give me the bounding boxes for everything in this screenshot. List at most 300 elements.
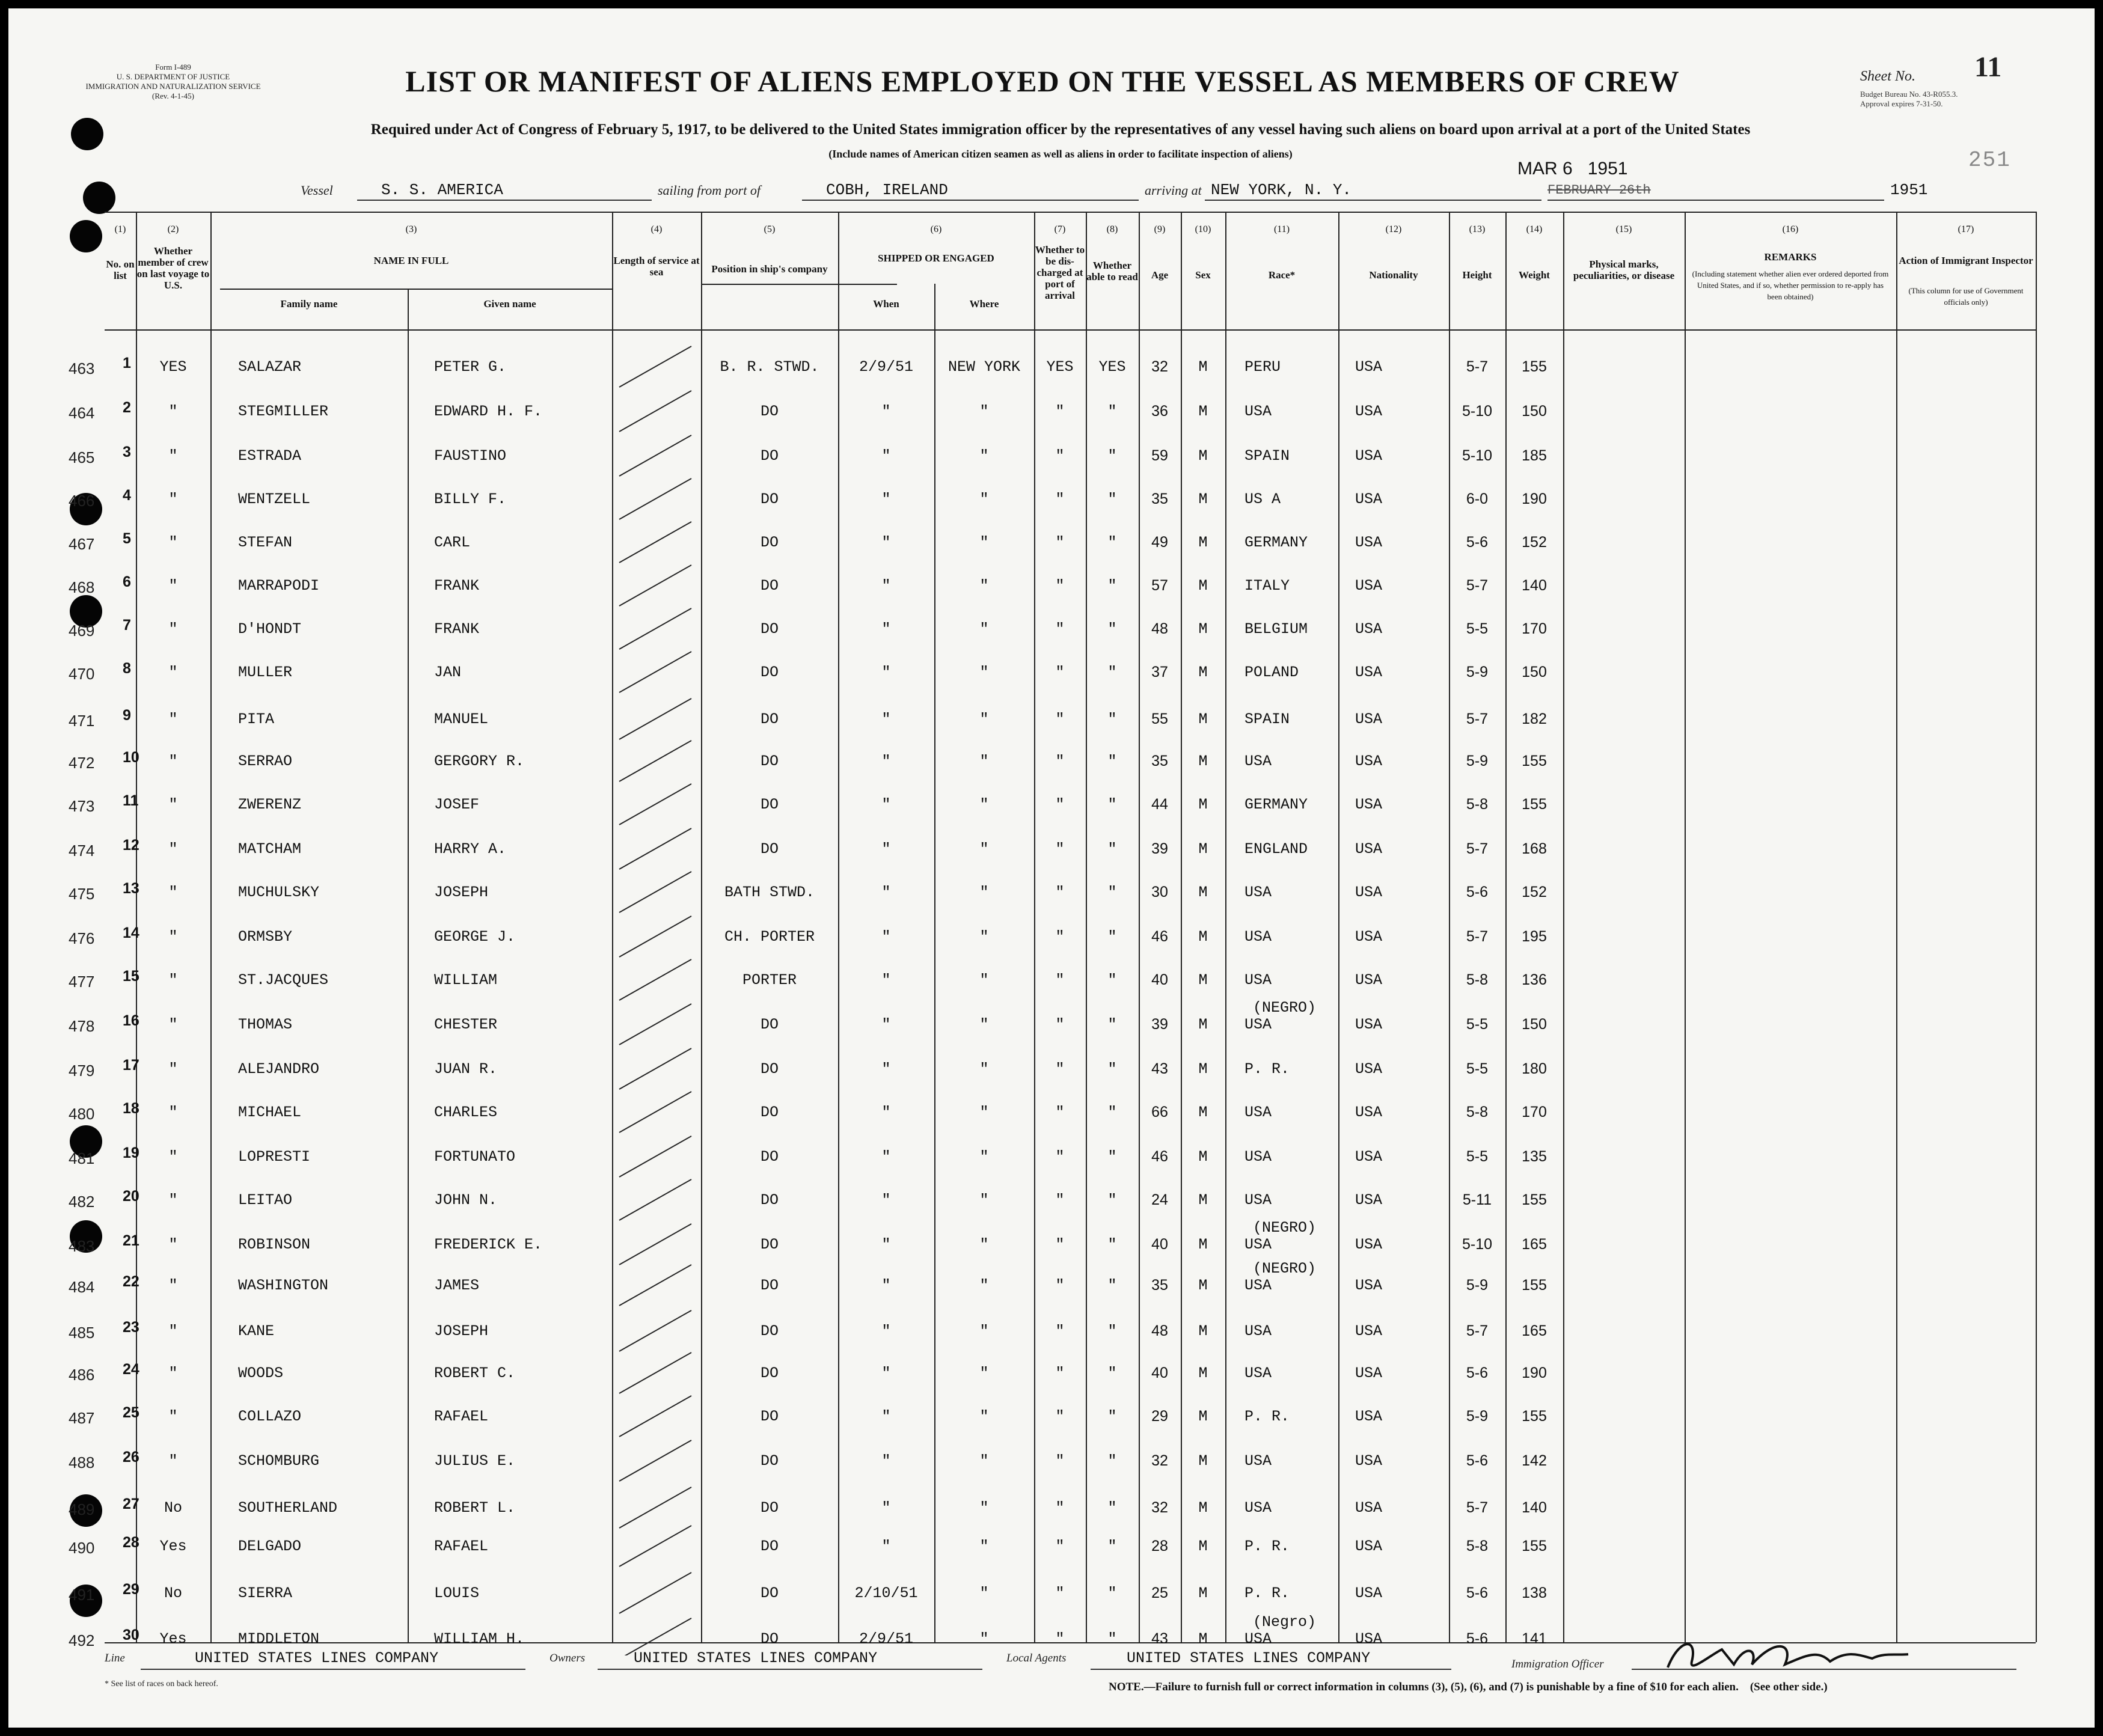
cell-discharged: " (1055, 1277, 1065, 1294)
cell-sex: M (1198, 491, 1208, 508)
service-stroke (619, 916, 691, 957)
cell-family: MICHAEL (238, 1104, 302, 1121)
col-number-13: (13) (1469, 224, 1486, 234)
cell-family: D'HONDT (238, 620, 302, 638)
cell-read: " (1107, 1277, 1117, 1294)
cell-family: ROBINSON (238, 1236, 311, 1253)
manifest-line-number: 483 (69, 1237, 95, 1255)
cell-race: PERU (1244, 358, 1281, 376)
cell-age: 35 (1151, 491, 1168, 507)
cell-race: ITALY (1244, 577, 1290, 594)
cell-given: JOSEPH (434, 884, 489, 901)
manifest-line-number: 482 (69, 1193, 95, 1211)
cell-sex: M (1198, 534, 1208, 551)
col-header-race: Race* (1268, 269, 1296, 281)
cell-where: " (979, 447, 989, 465)
agents-label: Local Agents (1006, 1652, 1067, 1664)
cell-nationality: USA (1355, 1148, 1383, 1166)
service-stroke (619, 1352, 691, 1393)
service-stroke (619, 698, 691, 739)
arriving-label: arriving at (1145, 183, 1202, 198)
cell-no: 23 (123, 1319, 139, 1336)
cell-when: " (881, 577, 891, 594)
cell-given: GERGORY R. (434, 753, 525, 770)
cell-read: " (1107, 1016, 1117, 1033)
cell-when: " (881, 403, 891, 420)
punch-hole (71, 118, 103, 150)
vessel-label: Vessel (301, 183, 333, 198)
cell-no: 24 (123, 1361, 139, 1378)
cell-discharged: " (1055, 664, 1065, 681)
cell-crew: " (168, 1408, 178, 1425)
service-stroke (619, 478, 691, 519)
cell-height: 5-6 (1466, 1630, 1489, 1647)
cell-no: 28 (123, 1534, 139, 1551)
cell-sex: M (1198, 711, 1208, 728)
col-header-remarks: REMARKS (1764, 251, 1817, 263)
cell-position: DO (760, 620, 779, 638)
cell-where: " (979, 1322, 989, 1340)
cell-race: POLAND (1244, 664, 1299, 681)
cell-read: " (1107, 403, 1117, 420)
cell-nationality: USA (1355, 840, 1383, 858)
cell-crew: YES (159, 358, 187, 376)
cell-nationality: USA (1355, 1499, 1383, 1517)
cell-age: 39 (1151, 840, 1168, 857)
cell-height: 5-9 (1466, 664, 1489, 680)
cell-given: FRANK (434, 577, 480, 594)
cell-crew: " (168, 928, 178, 946)
service-stroke (619, 1048, 691, 1089)
cell-no: 17 (123, 1057, 139, 1074)
cell-discharged: " (1055, 1148, 1065, 1166)
cell-discharged: " (1055, 491, 1065, 508)
cell-height: 5-7 (1466, 1499, 1489, 1516)
cell-when: 2/10/51 (854, 1585, 918, 1602)
service-stroke (619, 1179, 691, 1220)
col-header-weight: Weight (1519, 269, 1550, 281)
col-header-service: Length of service at sea (613, 255, 700, 278)
cell-height: 5-11 (1462, 1191, 1492, 1208)
cell-read: " (1107, 577, 1117, 594)
cell-discharged: " (1055, 1322, 1065, 1340)
cell-weight: 155 (1522, 1191, 1547, 1208)
cell-age: 43 (1151, 1630, 1168, 1647)
cell-weight: 155 (1522, 1408, 1547, 1425)
cell-height: 5-7 (1466, 928, 1489, 945)
cell-position: DO (760, 1538, 779, 1555)
cell-nationality: USA (1355, 796, 1383, 813)
cell-discharged: " (1055, 1538, 1065, 1555)
cell-where: " (979, 1148, 989, 1166)
cell-family: SCHOMBURG (238, 1452, 320, 1470)
cell-where: " (979, 1277, 989, 1294)
cell-family: ESTRADA (238, 447, 302, 465)
col-number-5: (5) (764, 224, 776, 234)
cell-position: DO (760, 1322, 779, 1340)
cell-position: DO (760, 491, 779, 508)
cell-sex: M (1198, 1630, 1208, 1648)
cell-height: 5-5 (1466, 620, 1489, 637)
form-number: Form I-489 (155, 63, 191, 72)
cell-discharged: " (1055, 1585, 1065, 1602)
cell-sex: M (1198, 1365, 1208, 1382)
cell-weight: 165 (1522, 1236, 1547, 1253)
cell-where: " (979, 1452, 989, 1470)
cell-nationality: USA (1355, 447, 1383, 465)
cell-height: 5-7 (1466, 1322, 1489, 1339)
cell-sex: M (1198, 1016, 1208, 1033)
cell-position: DO (760, 1585, 779, 1602)
cell-family: SOUTHERLAND (238, 1499, 338, 1517)
cell-age: 55 (1151, 711, 1168, 727)
cell-family: LOPRESTI (238, 1148, 311, 1166)
owners-value: UNITED STATES LINES COMPANY (634, 1649, 878, 1667)
col-header-height: Height (1462, 269, 1492, 281)
cell-crew: " (168, 1148, 178, 1166)
cell-weight: 136 (1522, 971, 1547, 988)
col-header-discharged: Whether to be dis-charged at port of arrival (1035, 244, 1085, 301)
manifest-line-number: 470 (69, 665, 95, 683)
col-number-9: (9) (1154, 224, 1166, 234)
manifest-line-number: 473 (69, 797, 95, 815)
manifest-line-number: 491 (69, 1586, 95, 1604)
cell-given: FAUSTINO (434, 447, 507, 465)
cell-height: 5-8 (1466, 1538, 1489, 1554)
cell-given: JOSEF (434, 796, 480, 813)
service-stroke (619, 1440, 691, 1481)
cell-weight: 180 (1522, 1060, 1547, 1077)
cell-age: 24 (1151, 1191, 1168, 1208)
cell-crew: " (168, 753, 178, 770)
cell-family: WOODS (238, 1365, 284, 1382)
cell-discharged: " (1055, 711, 1065, 728)
cell-crew: " (168, 1191, 178, 1209)
service-stroke (619, 1136, 691, 1177)
col-number-4: (4) (650, 224, 663, 234)
cell-when: " (881, 1499, 891, 1517)
cell-read: " (1107, 1499, 1117, 1517)
cell-family: COLLAZO (238, 1408, 302, 1425)
cell-age: 59 (1151, 447, 1168, 464)
cell-age: 35 (1151, 753, 1168, 769)
service-stroke (619, 741, 691, 781)
cell-when: " (881, 1104, 891, 1121)
cell-nationality: USA (1355, 1277, 1383, 1294)
cell-crew: No (164, 1499, 182, 1517)
cell-read: " (1107, 796, 1117, 813)
cell-weight: 152 (1522, 884, 1547, 900)
cell-given: ROBERT C. (434, 1365, 516, 1382)
cell-given: JAMES (434, 1277, 480, 1294)
sailing-port: COBH, IRELAND (826, 181, 948, 199)
cell-discharged: " (1055, 403, 1065, 420)
cell-age: 32 (1151, 1499, 1168, 1516)
cell-age: 32 (1151, 1452, 1168, 1469)
cell-height: 5-5 (1466, 1016, 1489, 1033)
cell-position: DO (760, 1016, 779, 1033)
cell-age: 49 (1151, 534, 1168, 551)
cell-where: " (979, 1585, 989, 1602)
cell-where: " (979, 753, 989, 770)
cell-crew: " (168, 796, 178, 813)
manifest-line-number: 476 (69, 929, 95, 947)
cell-read: " (1107, 447, 1117, 465)
cell-family: MIDDLETON (238, 1630, 320, 1648)
manifest-page (8, 8, 2095, 1728)
cell-height: 5-10 (1462, 1236, 1493, 1253)
cell-given: EDWARD H. F. (434, 403, 543, 420)
manifest-line-number: 472 (69, 754, 95, 772)
col-header-sex: Sex (1195, 269, 1211, 281)
service-length-strokes (612, 333, 701, 1655)
cell-nationality: USA (1355, 1538, 1383, 1555)
cell-given: JOHN N. (434, 1191, 498, 1209)
cell-position: BATH STWD. (724, 884, 815, 901)
cell-no: 30 (123, 1627, 139, 1643)
cell-given: LOUIS (434, 1585, 480, 1602)
cell-sex: M (1198, 664, 1208, 681)
manifest-line-number: 492 (69, 1631, 95, 1649)
col-header-age: Age (1151, 269, 1169, 281)
cell-where: " (979, 1060, 989, 1078)
cell-weight: 155 (1522, 358, 1547, 375)
cell-given: FORTUNATO (434, 1148, 516, 1166)
cell-family: WASHINGTON (238, 1277, 329, 1294)
cell-crew: " (168, 971, 178, 989)
cell-where: " (979, 711, 989, 728)
service-stroke (619, 1265, 691, 1306)
cell-family: MARRAPODI (238, 577, 320, 594)
cell-weight: 155 (1522, 796, 1547, 813)
col-number-12: (12) (1385, 224, 1402, 234)
cell-nationality: USA (1355, 1322, 1383, 1340)
cell-when: " (881, 971, 891, 989)
cell-position: DO (760, 447, 779, 465)
cell-where: " (979, 577, 989, 594)
cell-where: " (979, 403, 989, 420)
cell-no: 10 (123, 749, 139, 766)
cell-race: USA (1244, 403, 1272, 420)
cell-discharged: " (1055, 1236, 1065, 1253)
budget-approval (1860, 90, 2077, 109)
page-subtitle: Required under Act of Congress of February 5, 1917, to be delivered to the United States immigration officer by the representatives of any vessel having such aliens on board upon arrival at a port of the United States (370, 121, 1751, 138)
cell-race: USA (1244, 928, 1272, 946)
cell-height: 5-6 (1466, 1365, 1489, 1381)
cell-family: ZWERENZ (238, 796, 302, 813)
service-stroke (619, 1310, 691, 1351)
sheet-number-block (1860, 51, 2077, 85)
cell-no: 4 (123, 487, 131, 504)
col-header-where: Where (969, 298, 999, 310)
cell-read: " (1107, 1236, 1117, 1253)
cell-sex: M (1198, 1060, 1208, 1078)
cell-weight: 155 (1522, 753, 1547, 769)
cell-nationality: USA (1355, 403, 1383, 420)
cell-discharged: " (1055, 1365, 1065, 1382)
cell-age: 40 (1151, 1236, 1168, 1253)
cell-crew: " (168, 1452, 178, 1470)
cell-race: USA (1244, 1365, 1272, 1382)
cell-family: SALAZAR (238, 358, 302, 376)
cell-crew: " (168, 577, 178, 594)
cell-read: " (1107, 1104, 1117, 1121)
officer-label: Immigration Officer (1511, 1658, 1604, 1670)
cell-no: 20 (123, 1188, 139, 1205)
manifest-line-number: 478 (69, 1017, 95, 1035)
cell-family: MUCHULSKY (238, 884, 320, 901)
cell-position: DO (760, 664, 779, 681)
cell-crew: Yes (159, 1630, 187, 1648)
cell-sex: M (1198, 796, 1208, 813)
cell-discharged: " (1055, 620, 1065, 638)
cell-where: " (979, 1408, 989, 1425)
cell-sex: M (1198, 1104, 1208, 1121)
manifest-line-number: 487 (69, 1409, 95, 1427)
cell-read: " (1107, 1452, 1117, 1470)
cell-read: " (1107, 491, 1117, 508)
cell-race: SPAIN (1244, 447, 1290, 465)
service-stroke (619, 1487, 691, 1528)
cell-race: USA (1244, 971, 1272, 989)
cell-where: " (979, 796, 989, 813)
cell-nationality: USA (1355, 1104, 1383, 1121)
service-stroke (619, 1004, 691, 1045)
cell-no: 26 (123, 1449, 139, 1466)
cell-age: 44 (1151, 796, 1168, 813)
cell-no: 2 (123, 399, 131, 416)
manifest-line-number: 477 (69, 973, 95, 991)
cell-age: 28 (1151, 1538, 1168, 1554)
cell-race-note: (NEGRO) (1253, 1219, 1317, 1236)
cell-no: 1 (123, 355, 131, 371)
cell-nationality: USA (1355, 1585, 1383, 1602)
cell-age: 37 (1151, 664, 1168, 680)
cell-weight: 140 (1522, 577, 1547, 594)
cell-race-note: (NEGRO) (1253, 999, 1317, 1016)
cell-position: DO (760, 1365, 779, 1382)
cell-crew: " (168, 534, 178, 551)
cell-when: " (881, 1408, 891, 1425)
cell-given: JOSEPH (434, 1322, 489, 1340)
cell-nationality: USA (1355, 884, 1383, 901)
punch-hole (70, 220, 102, 252)
cell-nationality: USA (1355, 753, 1383, 770)
cell-discharged: " (1055, 884, 1065, 901)
cell-sex: M (1198, 1452, 1208, 1470)
cell-crew: " (168, 1060, 178, 1078)
cell-discharged: YES (1046, 358, 1074, 376)
cell-weight: 170 (1522, 620, 1547, 637)
cell-crew: " (168, 1277, 178, 1294)
col-number-15: (15) (1615, 224, 1632, 234)
manifest-line-number: 465 (69, 448, 95, 466)
cell-when: " (881, 1322, 891, 1340)
approval-line: Approval expires 7-31-50. (1860, 99, 1943, 108)
cell-height: 5-7 (1466, 840, 1489, 857)
col-header-name: NAME IN FULL (373, 255, 449, 266)
cell-age: 40 (1151, 1365, 1168, 1381)
cell-read: " (1107, 1148, 1117, 1166)
cell-no: 21 (123, 1232, 139, 1249)
manifest-line-number: 464 (69, 404, 95, 422)
cell-sex: M (1198, 1408, 1208, 1425)
cell-given: JULIUS E. (434, 1452, 516, 1470)
cell-discharged: " (1055, 1452, 1065, 1470)
cell-sex: M (1198, 884, 1208, 901)
col-number-10: (10) (1195, 224, 1211, 234)
cell-crew: " (168, 840, 178, 858)
cell-crew: " (168, 1104, 178, 1121)
cell-race: US A (1244, 491, 1281, 508)
cell-discharged: " (1055, 1060, 1065, 1078)
vessel-name: S. S. AMERICA (381, 181, 503, 199)
cell-position: DO (760, 534, 779, 551)
manifest-line-number: 489 (69, 1500, 95, 1518)
cell-nationality: USA (1355, 1408, 1383, 1425)
cell-weight: 185 (1522, 447, 1547, 464)
cell-sex: M (1198, 971, 1208, 989)
cell-weight: 141 (1522, 1630, 1547, 1647)
cell-age: 46 (1151, 928, 1168, 945)
cell-age: 29 (1151, 1408, 1168, 1425)
cell-no: 19 (123, 1145, 139, 1161)
cell-height: 5-10 (1462, 403, 1493, 420)
cell-where: " (979, 1191, 989, 1209)
cell-sex: M (1198, 1191, 1208, 1209)
cell-sex: M (1198, 1236, 1208, 1253)
cell-read: " (1107, 1630, 1117, 1648)
cell-when: " (881, 491, 891, 508)
service-stroke (619, 1224, 691, 1265)
cell-discharged: " (1055, 840, 1065, 858)
cell-race: GERMANY (1244, 796, 1308, 813)
cell-where: " (979, 620, 989, 638)
cell-family: MULLER (238, 664, 293, 681)
cell-crew: " (168, 447, 178, 465)
service-stroke (619, 1618, 691, 1655)
cell-weight: 182 (1522, 711, 1547, 727)
cell-where: " (979, 840, 989, 858)
cell-age: 30 (1151, 884, 1168, 900)
sailing-label: sailing from port of (658, 183, 761, 198)
service-stroke (619, 652, 691, 692)
line-label: Line (105, 1652, 125, 1664)
cell-weight: 155 (1522, 1277, 1547, 1294)
penalty-note: NOTE.—Failure to furnish full or correct information in columns (3), (5), (6), and (7) is punishable by a fine of $10 for each alien. (See other side.) (1109, 1681, 1828, 1693)
cell-sex: M (1198, 840, 1208, 858)
cell-where: " (979, 1365, 989, 1382)
cell-weight: 150 (1522, 1016, 1547, 1033)
cell-where: " (979, 1236, 989, 1253)
cell-where: " (979, 971, 989, 989)
cell-sex: M (1198, 1538, 1208, 1555)
col-number-1: (1) (114, 224, 126, 234)
cell-when: " (881, 840, 891, 858)
service-stroke (619, 784, 691, 825)
cell-sex: M (1198, 928, 1208, 946)
cell-no: 6 (123, 573, 131, 590)
cell-crew: " (168, 1365, 178, 1382)
cell-when: " (881, 1277, 891, 1294)
cell-weight: 135 (1522, 1148, 1547, 1165)
page-title: LIST OR MANIFEST OF ALIENS EMPLOYED ON THE VESSEL AS MEMBERS OF CREW (405, 64, 1680, 98)
cell-no: 16 (123, 1012, 139, 1029)
manifest-line-number: 479 (69, 1062, 95, 1080)
cell-given: GEORGE J. (434, 928, 516, 946)
cell-family: ORMSBY (238, 928, 293, 946)
cell-nationality: USA (1355, 1365, 1383, 1382)
